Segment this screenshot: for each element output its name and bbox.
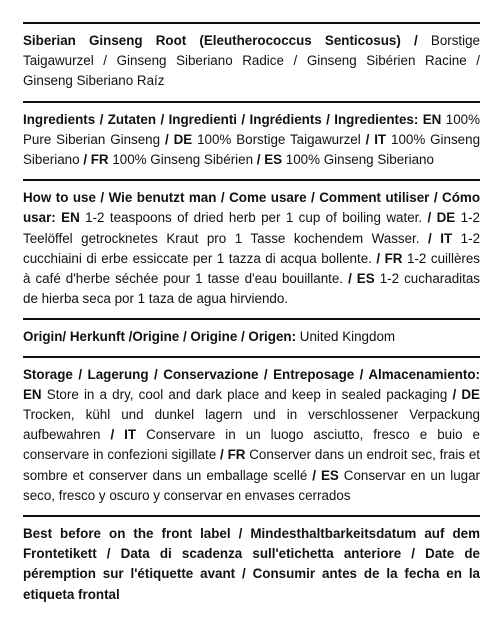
storage-de-tag: / DE (452, 386, 480, 402)
storage-it-tag: / IT (110, 427, 137, 443)
ingredients-fr: 100% Ginseng Sibérien (108, 152, 257, 168)
ingredients-heading: Ingredients / Zutaten / Ingredienti / Ingrédients / Ingredientes: EN (23, 111, 442, 127)
how-to-use-es: 1-2 cucharaditas de hierba seca por 1 taza de agua hirviendo. (23, 271, 480, 307)
ingredients-es: 100% Ginseng Siberiano (282, 152, 434, 168)
storage-fr-tag: / FR (220, 447, 246, 463)
ingredients-de-tag: / DE (164, 131, 193, 147)
origin-value: United Kingdom (296, 329, 396, 345)
storage-section (23, 356, 480, 515)
product-title-translations: Borstige Taigawurzel / Ginseng Siberiano Radice / Ginseng Sibérien Racine / Ginseng Siberiano Raíz (23, 33, 481, 89)
how-to-use-it-tag: / IT (428, 230, 453, 246)
product-title-section (23, 22, 480, 101)
storage-it: Conservare in un luogo asciutto, fresco e buio e conservare in confezioni sigillate (23, 427, 480, 463)
storage-es-tag: / ES (312, 467, 339, 483)
how-to-use-it: 1-2 cucchiaini di erbe essiccate per 1 tazza di acqua bollente. (23, 230, 481, 266)
origin-section (23, 318, 480, 355)
product-title: Siberian Ginseng Root (Eleutherococcus Senticosus) / (23, 33, 418, 48)
how-to-use-en: 1-2 teaspoons of dried herb per 1 cup of boiling water. (79, 210, 428, 226)
origin-heading: Origin/ Herkunft /Origine / Origine / Origen: (23, 329, 297, 345)
how-to-use-fr: 1-2 cuillères à café d'herbe séchée pour 1 tasse d'eau bouillante. (23, 250, 480, 287)
ingredients-es-tag: / ES (256, 152, 283, 168)
best-before-section (23, 515, 480, 614)
ingredients-it-tag: / IT (365, 131, 387, 147)
storage-fr: Conserver dans un endroit sec, frais et sombre et conserver dans un emballage scellé (23, 447, 480, 483)
how-to-use-fr-tag: / FR (376, 250, 403, 266)
best-before-text: Best before on the front label / Mindesthaltbarkeitsdatum auf dem Frontetikett / Data di scadenza sull'etichetta anteriore / Date de péremption sur l'étiquette avant / Consumir antes de la fecha en la etiqueta frontal (23, 526, 480, 602)
storage-de: Trocken, kühl und dunkel lagern und in verschlossener Verpackung aufbewahren (23, 407, 480, 443)
product-label (23, 0, 480, 614)
ingredients-fr-tag: / FR (83, 152, 109, 168)
how-to-use-de-tag: / DE (427, 210, 456, 226)
ingredients-en: 100% Pure Siberian Ginseng (23, 111, 480, 147)
how-to-use-section (23, 179, 480, 318)
storage-es: Conservar en un lugar seco, fresco y oscuro y conservar en envases cerrados (23, 467, 480, 503)
ingredients-de: 100% Borstige Taigawurzel (192, 131, 366, 147)
how-to-use-heading: How to use / Wie benutzt man / Come usare / Comment utiliser / Cómo usar: EN (23, 190, 480, 226)
storage-en: Store in a dry, cool and dark place and keep in sealed packaging (41, 386, 453, 402)
storage-heading: Storage / Lagerung / Conservazione / Entreposage / Almacenamiento: EN (23, 366, 480, 402)
how-to-use-es-tag: / ES (348, 271, 375, 287)
ingredients-section (23, 101, 480, 180)
how-to-use-de: 1-2 Teelöffel getrocknetes Kraut pro 1 Tasse kochendem Wasser. (23, 210, 480, 246)
ingredients-it: 100% Ginseng Siberiano (23, 131, 481, 168)
